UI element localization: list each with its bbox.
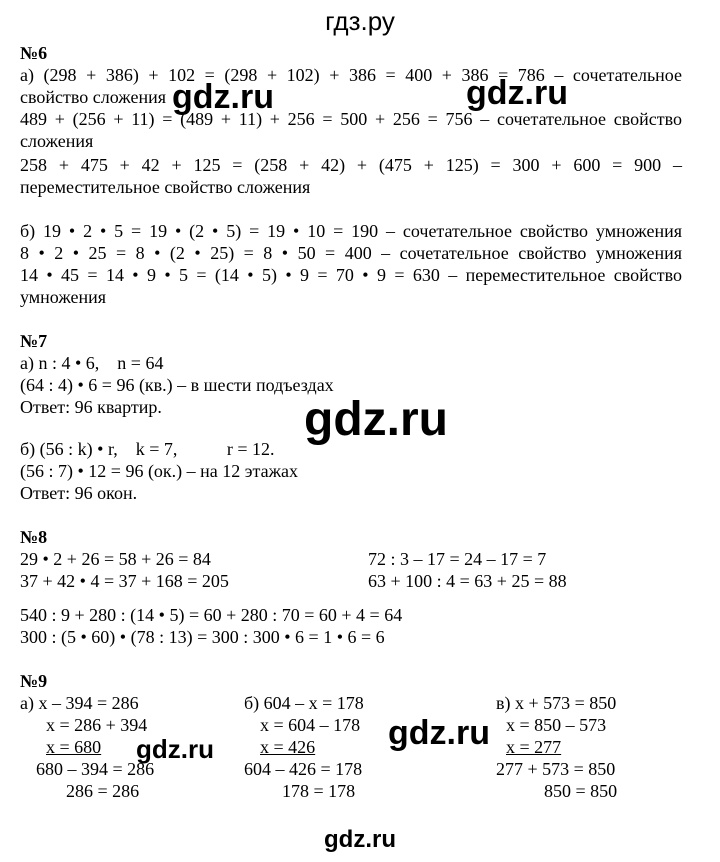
task-6-a-line-3b: переместительное свойство сложения <box>20 177 311 197</box>
watermark: gdz.ru <box>388 714 490 752</box>
task-9-a-step: x = 286 + 394 <box>46 715 148 735</box>
watermark: gdz.ru <box>172 78 274 116</box>
task-6-b-line-3: 14 • 45 = 14 • 9 • 5 = (14 • 5) • 9 = 70 • 9 = 630 – переместительное свойство <box>20 265 682 285</box>
task-6-b-line-1: б) 19 • 2 • 5 = 19 • (2 • 5) = 19 • 10 = 190 – сочетательное свойство умножения <box>20 221 682 241</box>
task-9-b-result: x = 426 <box>260 737 316 757</box>
task-6-a-line-3: 258 + 475 + 42 + 125 = (258 + 42) + (475 + 125) = 300 + 600 = 900 – <box>20 155 682 175</box>
task-9-b-check: 604 – 426 = 178 <box>244 759 363 779</box>
task-9-b-step: x = 604 – 178 <box>260 715 361 735</box>
task-8-expr-3: 37 + 42 • 4 = 37 + 168 = 205 <box>20 571 229 591</box>
watermark: gdz.ru <box>136 734 214 764</box>
task-7-a-line-2: (64 : 4) • 6 = 96 (кв.) – в шести подъездах <box>20 375 334 395</box>
task-9-a-check: 680 – 394 = 286 <box>36 759 155 779</box>
task-6-b-line-3b: умножения <box>20 287 107 307</box>
task-9-a-check-result: 286 = 286 <box>66 781 140 801</box>
task-9-a-equation: а) x – 394 = 286 <box>20 693 139 713</box>
task-7-title: №7 <box>20 331 48 351</box>
footer-watermark: gdz.ru <box>324 826 396 853</box>
task-6-a-line-2b: сложения <box>20 131 94 151</box>
task-6-title: №6 <box>20 43 48 63</box>
task-6-a-line-1b: свойство сложения <box>20 87 166 107</box>
task-9-c-result: x = 277 <box>506 737 562 757</box>
task-9-a-result: x = 680 <box>46 737 102 757</box>
task-9-c-step: x = 850 – 573 <box>506 715 607 735</box>
task-9-c-check: 277 + 573 = 850 <box>496 759 616 779</box>
task-6-a-line-1: а) (298 + 386) + 102 = (298 + 102) + 386 = 400 + 386 = 786 – сочетательное <box>20 65 682 85</box>
watermark: gdz.ru <box>466 74 568 112</box>
task-9-title: №9 <box>20 671 48 691</box>
task-9-c-check-result: 850 = 850 <box>544 781 618 801</box>
site-header: гдз.ру <box>325 6 395 36</box>
task-8-expr-6: 300 : (5 • 60) • (78 : 13) = 300 : 300 • 6 = 1 • 6 = 6 <box>20 627 385 647</box>
task-7-b-line-2: (56 : 7) • 12 = 96 (ок.) – на 12 этажах <box>20 461 299 481</box>
task-6-b-line-2: 8 • 2 • 25 = 8 • (2 • 25) = 8 • 50 = 400 – сочетательное свойство умножения <box>20 243 682 263</box>
task-6-a-line-2: 489 + (256 + 11) = (489 + 11) + 256 = 500 + 256 = 756 – сочетательное свойство <box>20 109 682 129</box>
task-8-title: №8 <box>20 527 48 547</box>
task-8-expr-1: 29 • 2 + 26 = 58 + 26 = 84 <box>20 549 211 569</box>
task-8-expr-5: 540 : 9 + 280 : (14 • 5) = 60 + 280 : 70 = 60 + 4 = 64 <box>20 605 403 625</box>
watermark: gdz.ru <box>304 393 448 446</box>
task-7-a-line-1: а) n : 4 • 6, n = 64 <box>20 353 164 373</box>
task-7-b-answer: Ответ: 96 окон. <box>20 483 138 503</box>
task-9-b-check-result: 178 = 178 <box>282 781 356 801</box>
task-7-a-answer: Ответ: 96 квартир. <box>20 397 162 417</box>
task-8-expr-2: 72 : 3 – 17 = 24 – 17 = 7 <box>368 549 547 569</box>
task-9-c-equation: в) x + 573 = 850 <box>496 693 617 713</box>
task-8-expr-4: 63 + 100 : 4 = 63 + 25 = 88 <box>368 571 567 591</box>
task-9-b-equation: б) 604 – x = 178 <box>244 693 364 713</box>
task-7-b-line-1: б) (56 : k) • r, k = 7, r = 12. <box>20 439 275 459</box>
